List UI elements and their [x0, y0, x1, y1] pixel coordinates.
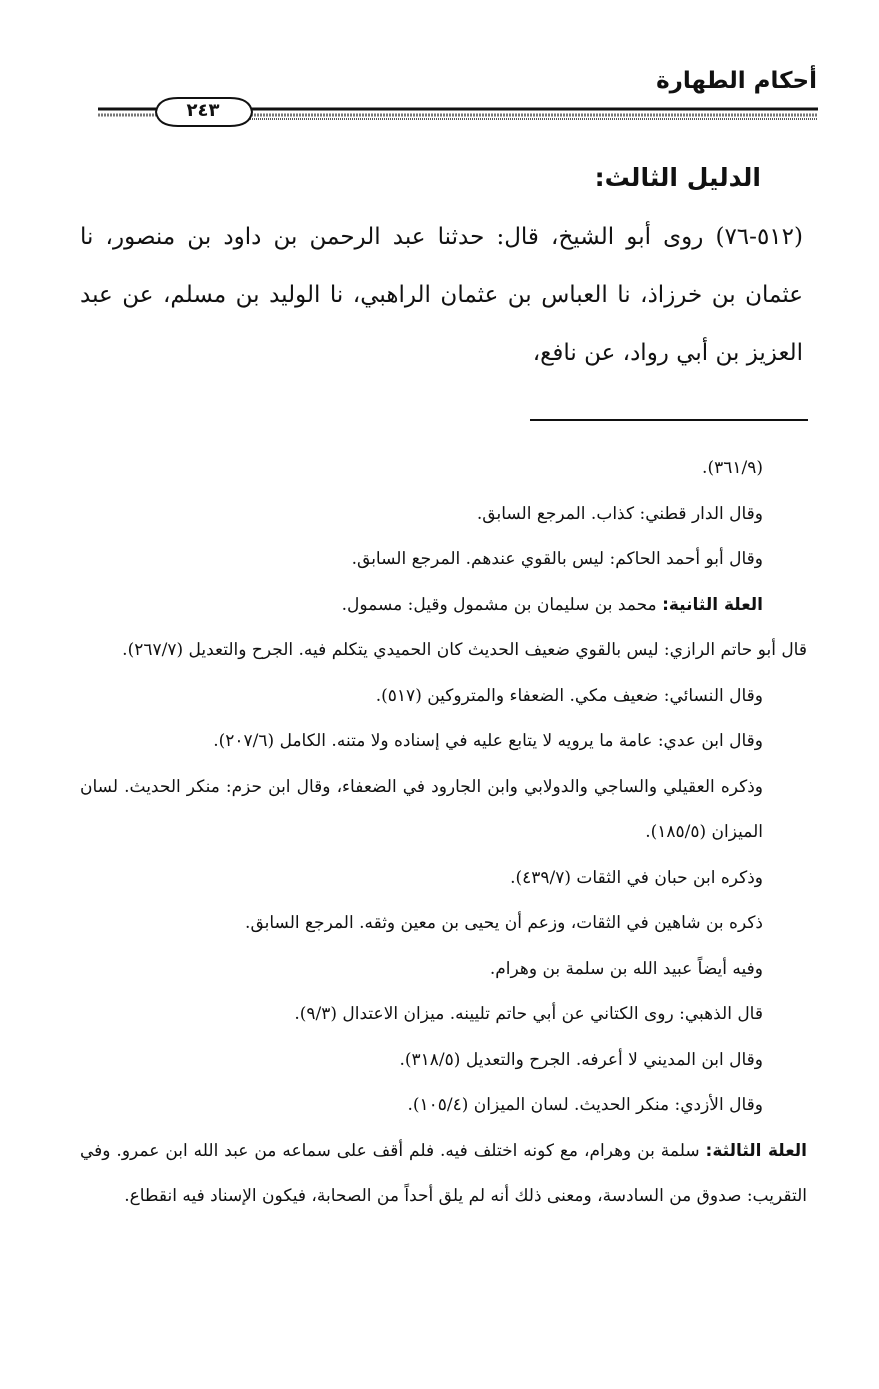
footnote-text: وقال الأزدي: منكر الحديث. لسان الميزان (١٠٥/٤). [407, 1095, 763, 1115]
footnote-label: العلة الثالثة: [705, 1140, 807, 1161]
footnote-text: (٣٦١/٩). [702, 458, 763, 478]
footnote-text: وقال أبو أحمد الحاكم: ليس بالقوي عندهم. المرجع السابق. [351, 549, 763, 569]
footnote-line [80, 628, 807, 674]
footnote-line [80, 1083, 807, 1129]
footnote-line [80, 674, 807, 720]
footnote-line [80, 765, 807, 856]
footnote-line [80, 1038, 807, 1084]
running-title: أحكام الطهارة [656, 68, 817, 94]
footnote-text: وذكره ابن حبان في الثقات (٤٣٩/٧). [510, 867, 763, 888]
footnote-text: وفيه أيضاً عبيد الله بن سلمة بن وهرام. [489, 958, 763, 979]
footnote-line [80, 446, 807, 492]
footnote-line [80, 537, 807, 583]
footnote-text: وذكره العقيلي والساجي والدولابي وابن الجارود في الضعفاء، وقال ابن حزم: منكر الحديث. لسان الميزان (١٨٥/٥). [80, 776, 763, 842]
footnote-text: وقال ابن عدي: عامة ما يرويه لا يتابع عليه في إسناده ولا متنه. الكامل (٢٠٧/٦). [213, 731, 763, 751]
footnote-text: قال أبو حاتم الرازي: ليس بالقوي ضعيف الحديث كان الحميدي يتكلم فيه. الجرح والتعديل (٢٦٧/٧). [122, 640, 807, 660]
footnote-text: وقال ابن المديني لا أعرفه. الجرح والتعديل (٣١٨/٥). [399, 1049, 763, 1070]
footnote-text: سلمة بن وهرام، مع كونه اختلف فيه. فلم أقف على سماعه من عبد الله ابن عمرو. وفي التقريب: صدوق من السادسة، ومعنى ذلك أنه لم يلق أحداً من الصحابة، فيكون الإسناد فيه انقطاع. [80, 1140, 807, 1206]
footnote-text: ذكره بن شاهين في الثقات، وزعم أن يحيى بن معين وثقه. المرجع السابق. [245, 913, 763, 933]
section-title: الدليل الثالث: [594, 163, 761, 192]
hadith-text: (٥١٢-٧٦) روى أبو الشيخ، قال: حدثنا عبد الرحمن بن داود بن منصور، نا عثمان بن خرزاذ، نا العباس بن عثمان الراهبي، نا الوليد بن مسلم، عن عبد العزيز بن أبي رواد، عن نافع، [80, 224, 803, 366]
page-number: ٢٤٣ [186, 100, 220, 121]
footnote-line [80, 583, 807, 629]
footnote-line [80, 719, 807, 765]
footnote-text: وقال النسائي: ضعيف مكي. الضعفاء والمتروكين (٥١٧). [375, 685, 763, 706]
footnote-line [80, 1129, 807, 1220]
footnote-text: وقال الدار قطني: كذاب. المرجع السابق. [476, 503, 763, 524]
footnote-label: العلة الثانية: [662, 594, 763, 615]
footnote-line [80, 492, 807, 538]
footnote-text: قال الذهبي: روى الكتاني عن أبي حاتم تليينه. ميزان الاعتدال (٩/٣). [294, 1004, 763, 1024]
footnote-text: محمد بن سليمان بن مشمول وقيل: مسمول. [341, 594, 663, 615]
footnote-line [80, 992, 807, 1038]
footnotes [80, 446, 807, 1220]
footnote-line [80, 901, 807, 947]
footnote-separator [530, 419, 808, 421]
footnote-line [80, 856, 807, 902]
footnote-line [80, 947, 807, 993]
